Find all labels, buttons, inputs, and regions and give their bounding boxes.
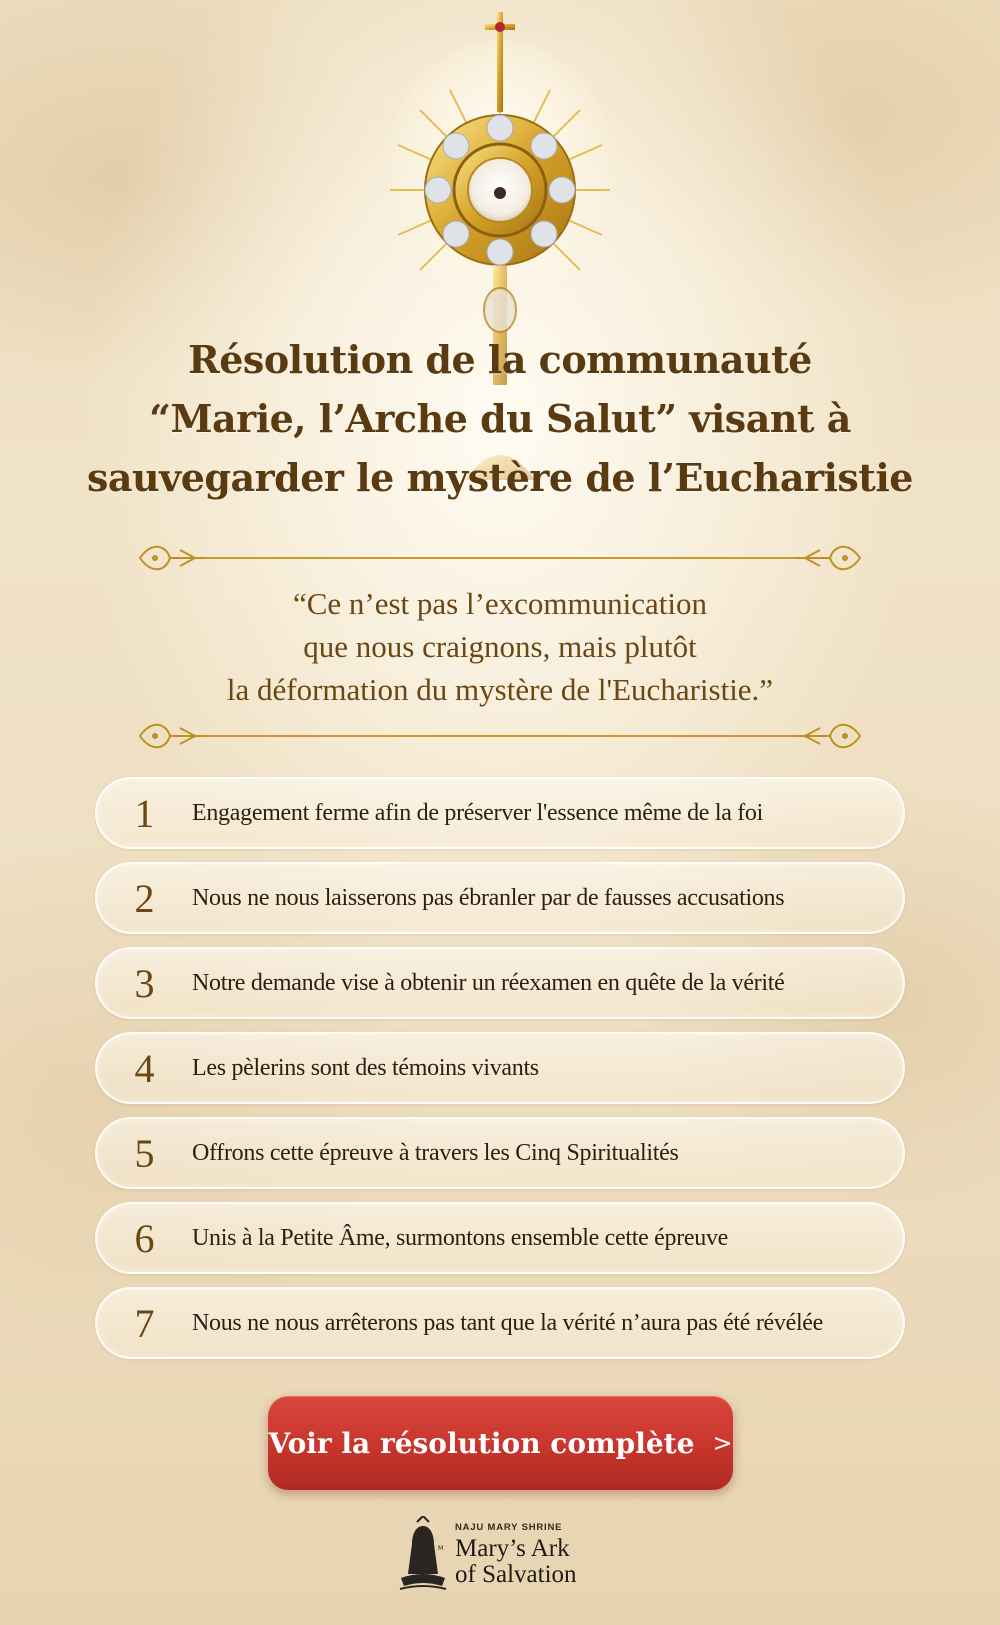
item-text: Notre demande vise à obtenir un réexamen en quête de la vérité — [192, 969, 785, 996]
brand-logo[interactable] — [398, 1516, 618, 1596]
item-number: 4 — [134, 1045, 155, 1091]
list-item — [95, 862, 905, 934]
logo-line-1: Mary’s Ark — [455, 1535, 570, 1562]
title-line-3: sauvegarder le mystère de l’Eucharistie — [87, 455, 913, 500]
item-text: Nous ne nous laisserons pas ébranler par de fausses accusations — [192, 884, 785, 911]
item-number: 5 — [134, 1130, 155, 1176]
list-item — [95, 947, 905, 1019]
item-number: 1 — [134, 790, 155, 836]
item-text: Engagement ferme afin de préserver l'essence même de la foi — [192, 799, 764, 826]
cta-label: Voir la résolution complète — [268, 1426, 695, 1460]
item-number: 7 — [134, 1300, 155, 1346]
list-item — [95, 1117, 905, 1189]
title-line-1: Résolution de la communauté — [188, 337, 812, 382]
item-text: Unis à la Petite Âme, surmontons ensemble cette épreuve — [192, 1224, 729, 1251]
page-title — [60, 330, 940, 507]
title-line-2: “Marie, l’Arche du Salut” visant à — [149, 396, 851, 441]
list-item — [95, 1202, 905, 1274]
item-text: Les pèlerins sont des témoins vivants — [192, 1054, 539, 1081]
svg-text:M: M — [438, 1545, 444, 1552]
item-text: Nous ne nous arrêterons pas tant que la vérité n’aura pas été révélée — [192, 1309, 824, 1336]
item-number: 3 — [134, 960, 155, 1006]
logo-subtitle: NAJU MARY SHRINE — [455, 1522, 563, 1533]
logo-name — [455, 1536, 625, 1588]
chevron-right-icon: > — [712, 1429, 733, 1457]
list-item — [95, 1287, 905, 1359]
view-full-resolution-button[interactable] — [268, 1396, 733, 1490]
ornament-divider-top — [135, 538, 865, 578]
quote — [100, 582, 900, 711]
item-text: Offrons cette épreuve à travers les Cinq Spiritualités — [192, 1139, 679, 1166]
resolution-list — [95, 777, 905, 1372]
item-number: 6 — [134, 1215, 155, 1261]
list-item — [95, 777, 905, 849]
quote-line-3: la déformation du mystère de l'Eucharistie.” — [226, 672, 774, 707]
virgin-mary-icon — [398, 1516, 448, 1596]
ornament-divider-bottom — [135, 716, 865, 756]
item-number: 2 — [134, 875, 155, 921]
list-item — [95, 1032, 905, 1104]
logo-line-2: of Salvation — [455, 1561, 577, 1588]
quote-line-2: que nous craignons, mais plutôt — [303, 629, 697, 664]
quote-line-1: “Ce n’est pas l’excommunication — [292, 586, 708, 621]
